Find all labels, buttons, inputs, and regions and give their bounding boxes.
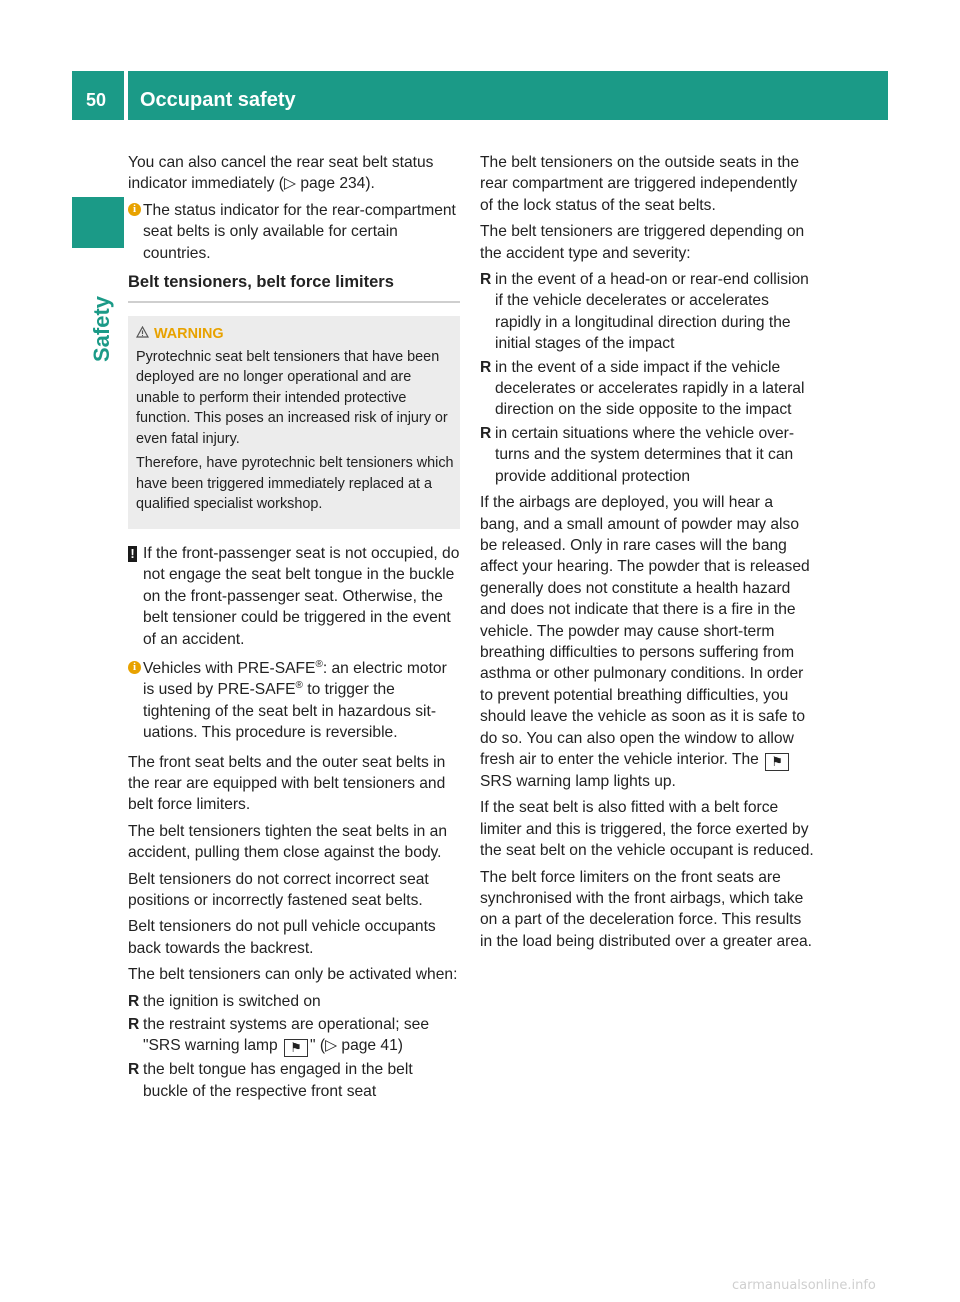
page-title: Occupant safety — [140, 89, 296, 111]
list-item — [480, 269, 814, 355]
paragraph: The belt tensioners on the outside seats in the rear compartment are triggered independently of the lock status of the seat belts. — [480, 154, 800, 214]
right-column — [480, 152, 814, 957]
list-item-text: the ignition is switched on — [143, 992, 321, 1010]
list-item-text: the restraint systems are operational; see "SRS warning lamp — [143, 1016, 430, 1055]
paragraph: If the seat belt is also fitted with a belt force limiter and this is triggered, the force exerted by the seat belt on the vehicle occupant is reduced. — [480, 799, 814, 860]
page-number: 50 — [86, 90, 107, 110]
left-column — [128, 152, 460, 1107]
list-item — [128, 1014, 460, 1057]
section-heading: Belt tensioners, belt force limiters — [128, 272, 460, 303]
list-item-text: in the event of a head-on or rear-end collision if the vehicle decelerates or accelerates rapidly in a longitudinal direction during the initial stages of the impact — [495, 271, 809, 353]
section-marker — [72, 197, 124, 248]
trigger-conditions-list — [480, 269, 814, 487]
warning-triangle-icon — [136, 324, 154, 345]
registered-mark: ® — [315, 658, 323, 670]
list-item — [480, 423, 814, 487]
list-item-text: in certain situations where the vehicle overturns and the system determines that it can provide additional protection — [495, 424, 795, 485]
paragraph: The belt tensioners tighten the seat belts in an accident, pulling them close against the body. — [128, 822, 448, 862]
list-item-text: the belt tongue has engaged in the belt buckle of the respective front seat — [143, 1061, 413, 1100]
pre-safe-text-c: to trigger the tightening of the seat belt in hazardous situations. This procedure is reversible. — [143, 681, 437, 742]
activation-conditions-list — [128, 991, 460, 1103]
paragraph: The belt force limiters on the front seats are synchronised with the front airbags, which take on a part of the deceleration force. This results in the load being distributed over a greater area. — [480, 868, 813, 950]
list-item — [128, 991, 460, 1012]
srs-airbag-icon: ⚑ — [284, 1039, 308, 1057]
info-note-pre-safe — [128, 658, 460, 744]
paragraph: Belt tensioners do not correct incorrect seat positions or incorrectly fastened seat belts. — [128, 870, 429, 910]
warning-text-1: Pyrotechnic seat belt tensioners that have been deployed are no longer operational and are unable to perform their intended protective function. This poses an increased risk of injury or even fatal injury. — [136, 348, 448, 447]
section-label: Safety — [89, 295, 114, 363]
bullet-icon: R — [128, 992, 140, 1010]
paragraph: The belt tensioners can only be activated when: — [128, 966, 458, 984]
airbag-deployment-paragraph — [480, 492, 814, 792]
pre-safe-text-b: : an electric motor is used by PRE-SAFE — [143, 659, 447, 699]
info-text: The status indicator for the rear-compartment seat belts is only available for certain countries. — [143, 201, 456, 262]
watermark: carmanualsonline.info — [732, 1278, 876, 1293]
warning-text-2: Therefore, have pyrotechnic belt tensioners which have been triggered immediately replaced at a qualified specialist workshop. — [136, 455, 454, 513]
paragraph-text: If the airbags are deployed, you will hear a bang, and a small amount of powder may also be released. Only in rare cases will the bang affect your hearing. The powder that is released generally does not constitute a health hazard and does not indicate that there is a fire in the vehicle. The powder may cause short-term breathing difficulties to persons suffering from asthma or other pulmonary conditions. In order to prevent potential breathing difficulties, you should leave the vehicle as soon as it is safe to do so. You can also open the window to allow fresh air to enter the vehicle interior. The — [480, 494, 810, 768]
warning-header — [136, 324, 454, 345]
bullet-icon: R — [480, 424, 492, 442]
intro-paragraph: You can also cancel the rear seat belt status indicator immediately (▷ page 234). — [128, 154, 434, 193]
info-note-status-indicator — [128, 200, 460, 264]
paragraph: The front seat belts and the outer seat belts in the rear are equipped with belt tensioners and belt force limiters. — [128, 753, 446, 814]
bullet-icon: R — [480, 358, 492, 376]
paragraph: The belt tensioners are triggered depending on the accident type and severity: — [480, 223, 805, 262]
caution-note — [128, 543, 460, 650]
paragraph: Belt tensioners do not pull vehicle occupants back towards the backrest. — [128, 918, 436, 957]
paragraph-text: SRS warning lamp lights up. — [480, 772, 676, 790]
registered-mark: ® — [295, 680, 303, 692]
bullet-icon: R — [128, 1061, 140, 1079]
list-item-text: in the event of a side impact if the vehicle decelerates or accelerates rapidly in a lateral direction on the side opposite to the impact — [495, 358, 805, 419]
pre-safe-text-a: Vehicles with PRE-SAFE — [143, 659, 316, 677]
bullet-icon: R — [480, 271, 492, 289]
bullet-icon: R — [128, 1016, 140, 1034]
srs-airbag-icon: ⚑ — [765, 753, 789, 771]
page-reference-link[interactable]: " (▷ page 41) — [310, 1037, 403, 1055]
warning-box — [128, 316, 460, 529]
info-icon: i — [128, 661, 141, 674]
info-icon: i — [128, 203, 141, 216]
exclamation-icon: ! — [128, 546, 137, 562]
list-item — [480, 357, 814, 421]
list-item — [128, 1059, 460, 1102]
caution-text: If the front-passenger seat is not occupied, do not engage the seat belt tongue in the buckle on the front-passenger seat. Otherwise, the belt tensioner could be triggered in the event of an accident. — [143, 544, 460, 648]
warning-title: WARNING — [154, 326, 224, 343]
